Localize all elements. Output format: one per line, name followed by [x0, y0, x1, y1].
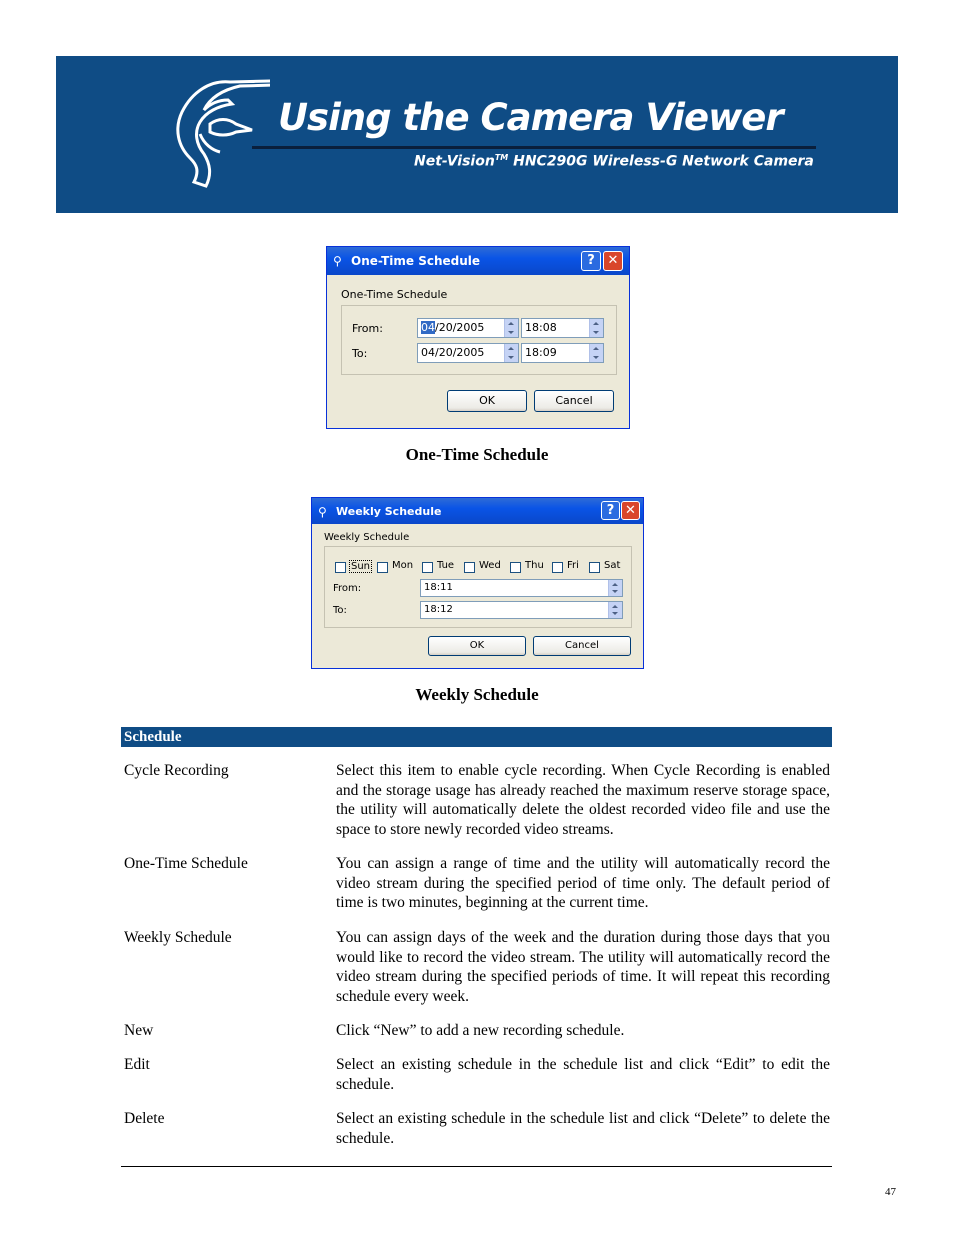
- group-label: One-Time Schedule: [341, 288, 448, 301]
- from-date-rest: /20/2005: [435, 321, 485, 334]
- spinner-icon[interactable]: [589, 344, 603, 362]
- dialog-titlebar[interactable]: [327, 247, 629, 275]
- from-date-input[interactable]: [417, 318, 519, 338]
- app-icon: ⚲: [333, 254, 342, 268]
- cancel-button[interactable]: Cancel: [534, 390, 614, 412]
- close-button[interactable]: ✕: [603, 251, 623, 271]
- from-time-input[interactable]: [420, 579, 623, 597]
- header-banner: [56, 56, 898, 213]
- to-label: To:: [333, 605, 347, 616]
- help-button[interactable]: ?: [581, 251, 601, 271]
- dialog-title: Weekly Schedule: [336, 505, 442, 518]
- row-definition: You can assign a range of time and the utility will automatically record the video stream during the specified period of time only. The default period of time is two minutes, beginning at the current time.: [336, 855, 830, 912]
- to-time-value: 18:09: [525, 346, 557, 359]
- fri-label: Fri: [567, 560, 579, 571]
- mon-label: Mon: [392, 560, 414, 571]
- from-label: From:: [333, 583, 362, 594]
- brand-name: Net-Vision: [414, 153, 495, 170]
- ok-button[interactable]: OK: [447, 390, 527, 412]
- close-button[interactable]: ✕: [621, 501, 640, 520]
- tue-label: Tue: [437, 560, 455, 571]
- group-frame: [341, 305, 617, 375]
- sat-checkbox[interactable]: [589, 562, 600, 573]
- banner-title: Using the Camera Viewer: [278, 96, 783, 139]
- product-name: HNC290G Wireless-G Network Camera: [508, 153, 814, 170]
- mon-checkbox[interactable]: [377, 562, 388, 573]
- trademark-mark: TM: [494, 153, 509, 162]
- row-term: Weekly Schedule: [124, 929, 232, 946]
- row-definition: Select this item to enable cycle recording. When Cycle Recording is enabled and the storage usage has already reached the maximum reserve storage space, the utility will automatically delete the oldest recorded video file and use the space to store newly recorded video streams.: [336, 762, 830, 839]
- banner-rule: [252, 146, 816, 149]
- bottom-rule: [121, 1166, 832, 1167]
- to-label: To:: [352, 347, 368, 360]
- row-term: One-Time Schedule: [124, 855, 248, 872]
- cancel-button[interactable]: Cancel: [533, 636, 631, 656]
- one-time-caption: One-Time Schedule: [405, 445, 549, 464]
- one-time-schedule-dialog: [326, 246, 630, 429]
- to-time-input[interactable]: [420, 601, 623, 619]
- thu-checkbox[interactable]: [510, 562, 521, 573]
- wed-checkbox[interactable]: [464, 562, 475, 573]
- eagle-logo-icon: [170, 74, 270, 189]
- from-date-selected: 04: [421, 321, 435, 334]
- thu-label: Thu: [525, 560, 544, 571]
- from-label: From:: [352, 322, 383, 335]
- ok-button[interactable]: OK: [428, 636, 526, 656]
- sun-label: Sun: [351, 561, 371, 572]
- spinner-icon[interactable]: [504, 344, 518, 362]
- from-time-input[interactable]: [521, 318, 604, 338]
- dialog-titlebar[interactable]: [312, 498, 643, 524]
- row-term: Edit: [124, 1056, 150, 1073]
- spinner-icon[interactable]: [589, 319, 603, 337]
- group-label: Weekly Schedule: [324, 532, 410, 543]
- banner-subtitle: [414, 153, 814, 170]
- weekly-caption: Weekly Schedule: [415, 685, 539, 704]
- page-number: 47: [885, 1186, 896, 1198]
- row-term: Delete: [124, 1110, 165, 1127]
- row-definition: Click “New” to add a new recording schedule.: [336, 1022, 625, 1039]
- app-icon: ⚲: [318, 505, 327, 519]
- spinner-icon[interactable]: [504, 319, 518, 337]
- to-time-input[interactable]: [521, 343, 604, 363]
- fri-checkbox[interactable]: [552, 562, 563, 573]
- spinner-icon[interactable]: [608, 602, 622, 618]
- sat-label: Sat: [604, 560, 621, 571]
- dialog-title: One-Time Schedule: [351, 254, 481, 268]
- row-term: Cycle Recording: [124, 762, 229, 779]
- from-time-value: 18:08: [525, 321, 557, 334]
- to-date-input[interactable]: [417, 343, 519, 363]
- row-term: New: [124, 1022, 154, 1039]
- help-button[interactable]: ?: [601, 501, 620, 520]
- to-date-value: 04/20/2005: [421, 346, 485, 359]
- table-header: Schedule: [121, 727, 832, 747]
- weekly-schedule-dialog: [311, 497, 644, 669]
- tue-checkbox[interactable]: [422, 562, 433, 573]
- wed-label: Wed: [479, 560, 501, 571]
- row-definition: Select an existing schedule in the schedule list and click “Delete” to delete the schedule.: [336, 1110, 830, 1147]
- row-definition: Select an existing schedule in the schedule list and click “Edit” to edit the schedule.: [336, 1056, 830, 1093]
- spinner-icon[interactable]: [608, 580, 622, 596]
- row-definition: You can assign days of the week and the duration during those days that you would like to record the video stream. The utility will automatically record the video stream during the specified periods of time. It will repeat this recording schedule every week.: [336, 929, 830, 1006]
- to-time-value: 18:12: [424, 604, 453, 615]
- sun-checkbox[interactable]: [335, 562, 346, 573]
- from-time-value: 18:11: [424, 582, 453, 593]
